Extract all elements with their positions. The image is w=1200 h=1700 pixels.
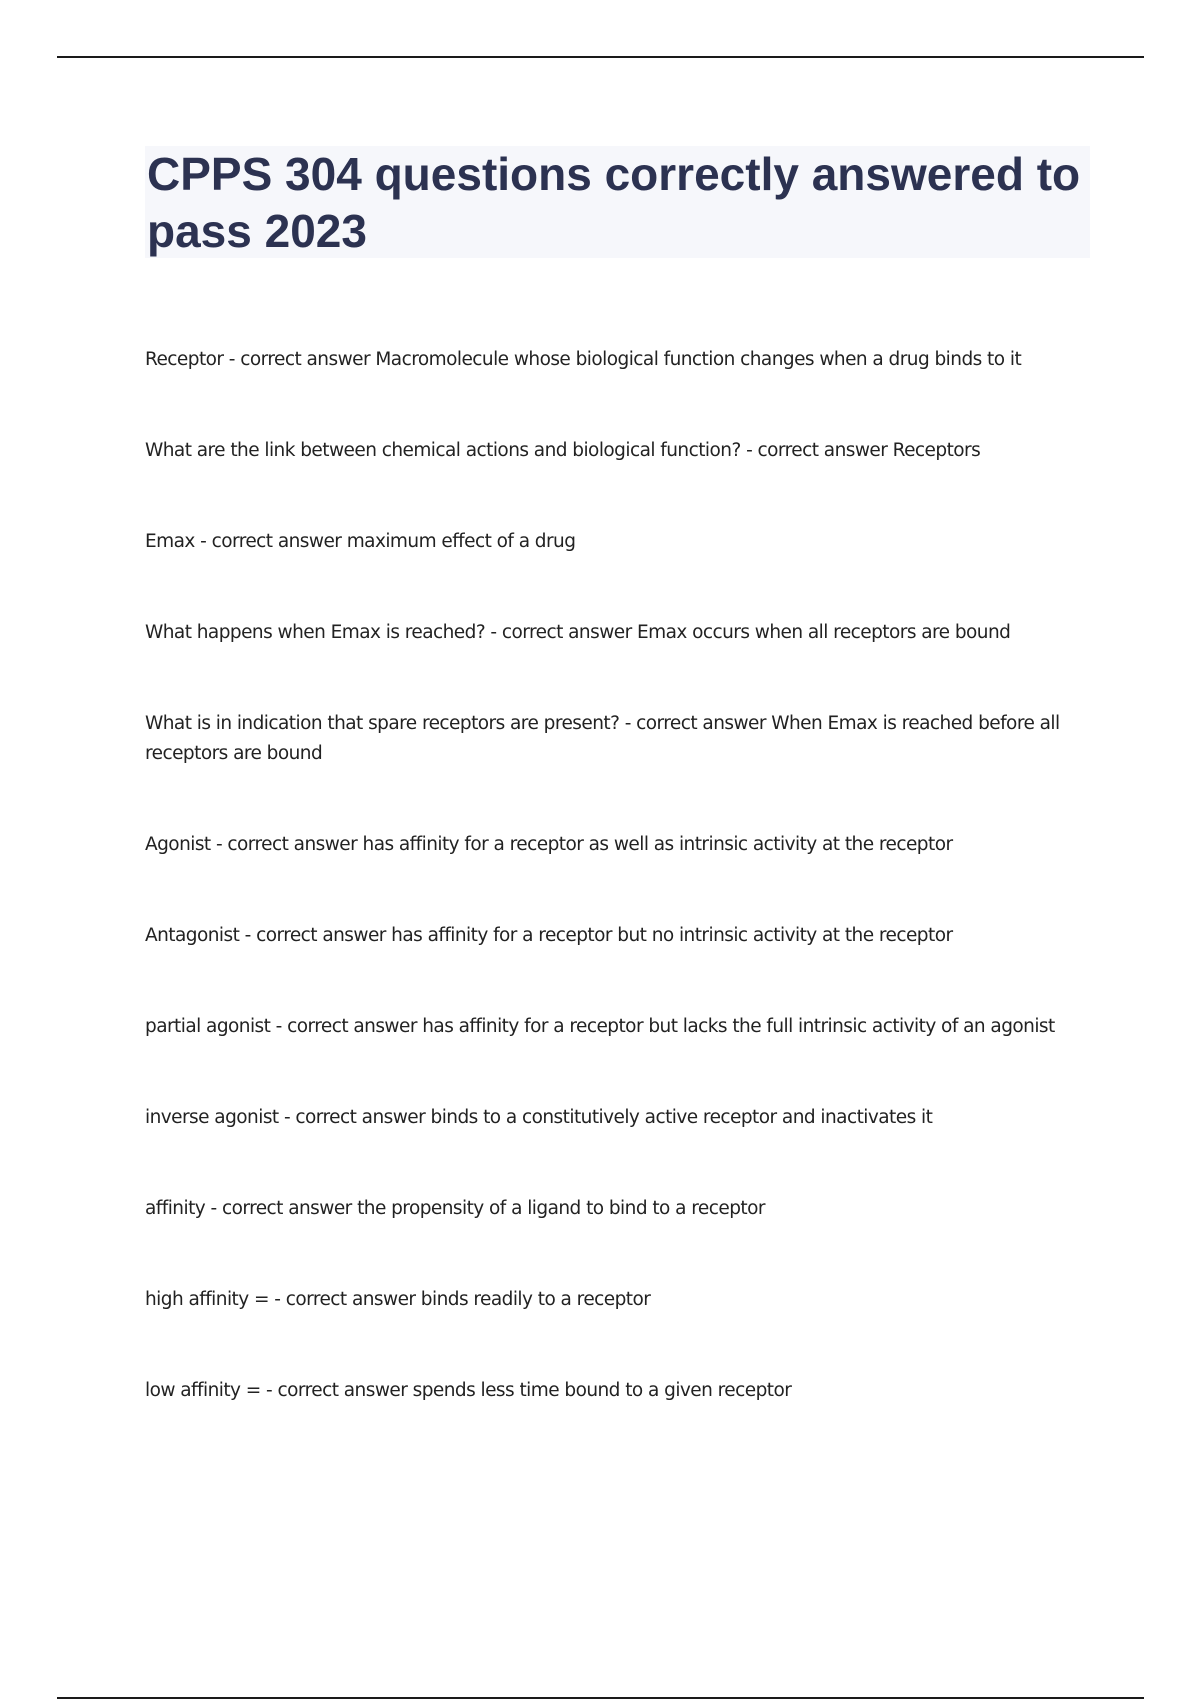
qa-item: partial agonist - correct answer has affinity for a receptor but lacks the full intrinsic activity of an agonist bbox=[145, 1016, 1055, 1037]
qa-item: What are the link between chemical actions and biological function? - correct answer Receptors bbox=[145, 440, 981, 461]
qa-item: What happens when Emax is reached? - correct answer Emax occurs when all receptors are bound bbox=[145, 622, 1011, 643]
qa-item: Emax - correct answer maximum effect of a drug bbox=[145, 531, 576, 552]
title-banner bbox=[145, 146, 1090, 258]
document-title: CPPS 304 questions correctly answered to pass 2023 bbox=[147, 148, 1081, 257]
top-rule bbox=[57, 56, 1144, 58]
qa-item: What is in indication that spare receptors are present? - correct answer When Emax is reached before all receptors are bound bbox=[145, 713, 1060, 764]
bottom-rule bbox=[57, 1697, 1144, 1699]
qa-item: high affinity = - correct answer binds readily to a receptor bbox=[145, 1289, 651, 1310]
qa-item: Receptor - correct answer Macromolecule whose biological function changes when a drug binds to it bbox=[145, 349, 1022, 370]
qa-item: affinity - correct answer the propensity of a ligand to bind to a receptor bbox=[145, 1198, 765, 1219]
qa-item: Antagonist - correct answer has affinity for a receptor but no intrinsic activity at the receptor bbox=[145, 925, 953, 946]
qa-item: inverse agonist - correct answer binds to a constitutively active receptor and inactivates it bbox=[145, 1107, 933, 1128]
qa-item: Agonist - correct answer has affinity for a receptor as well as intrinsic activity at the receptor bbox=[145, 834, 953, 855]
qa-item: low affinity = - correct answer spends less time bound to a given receptor bbox=[145, 1380, 792, 1401]
